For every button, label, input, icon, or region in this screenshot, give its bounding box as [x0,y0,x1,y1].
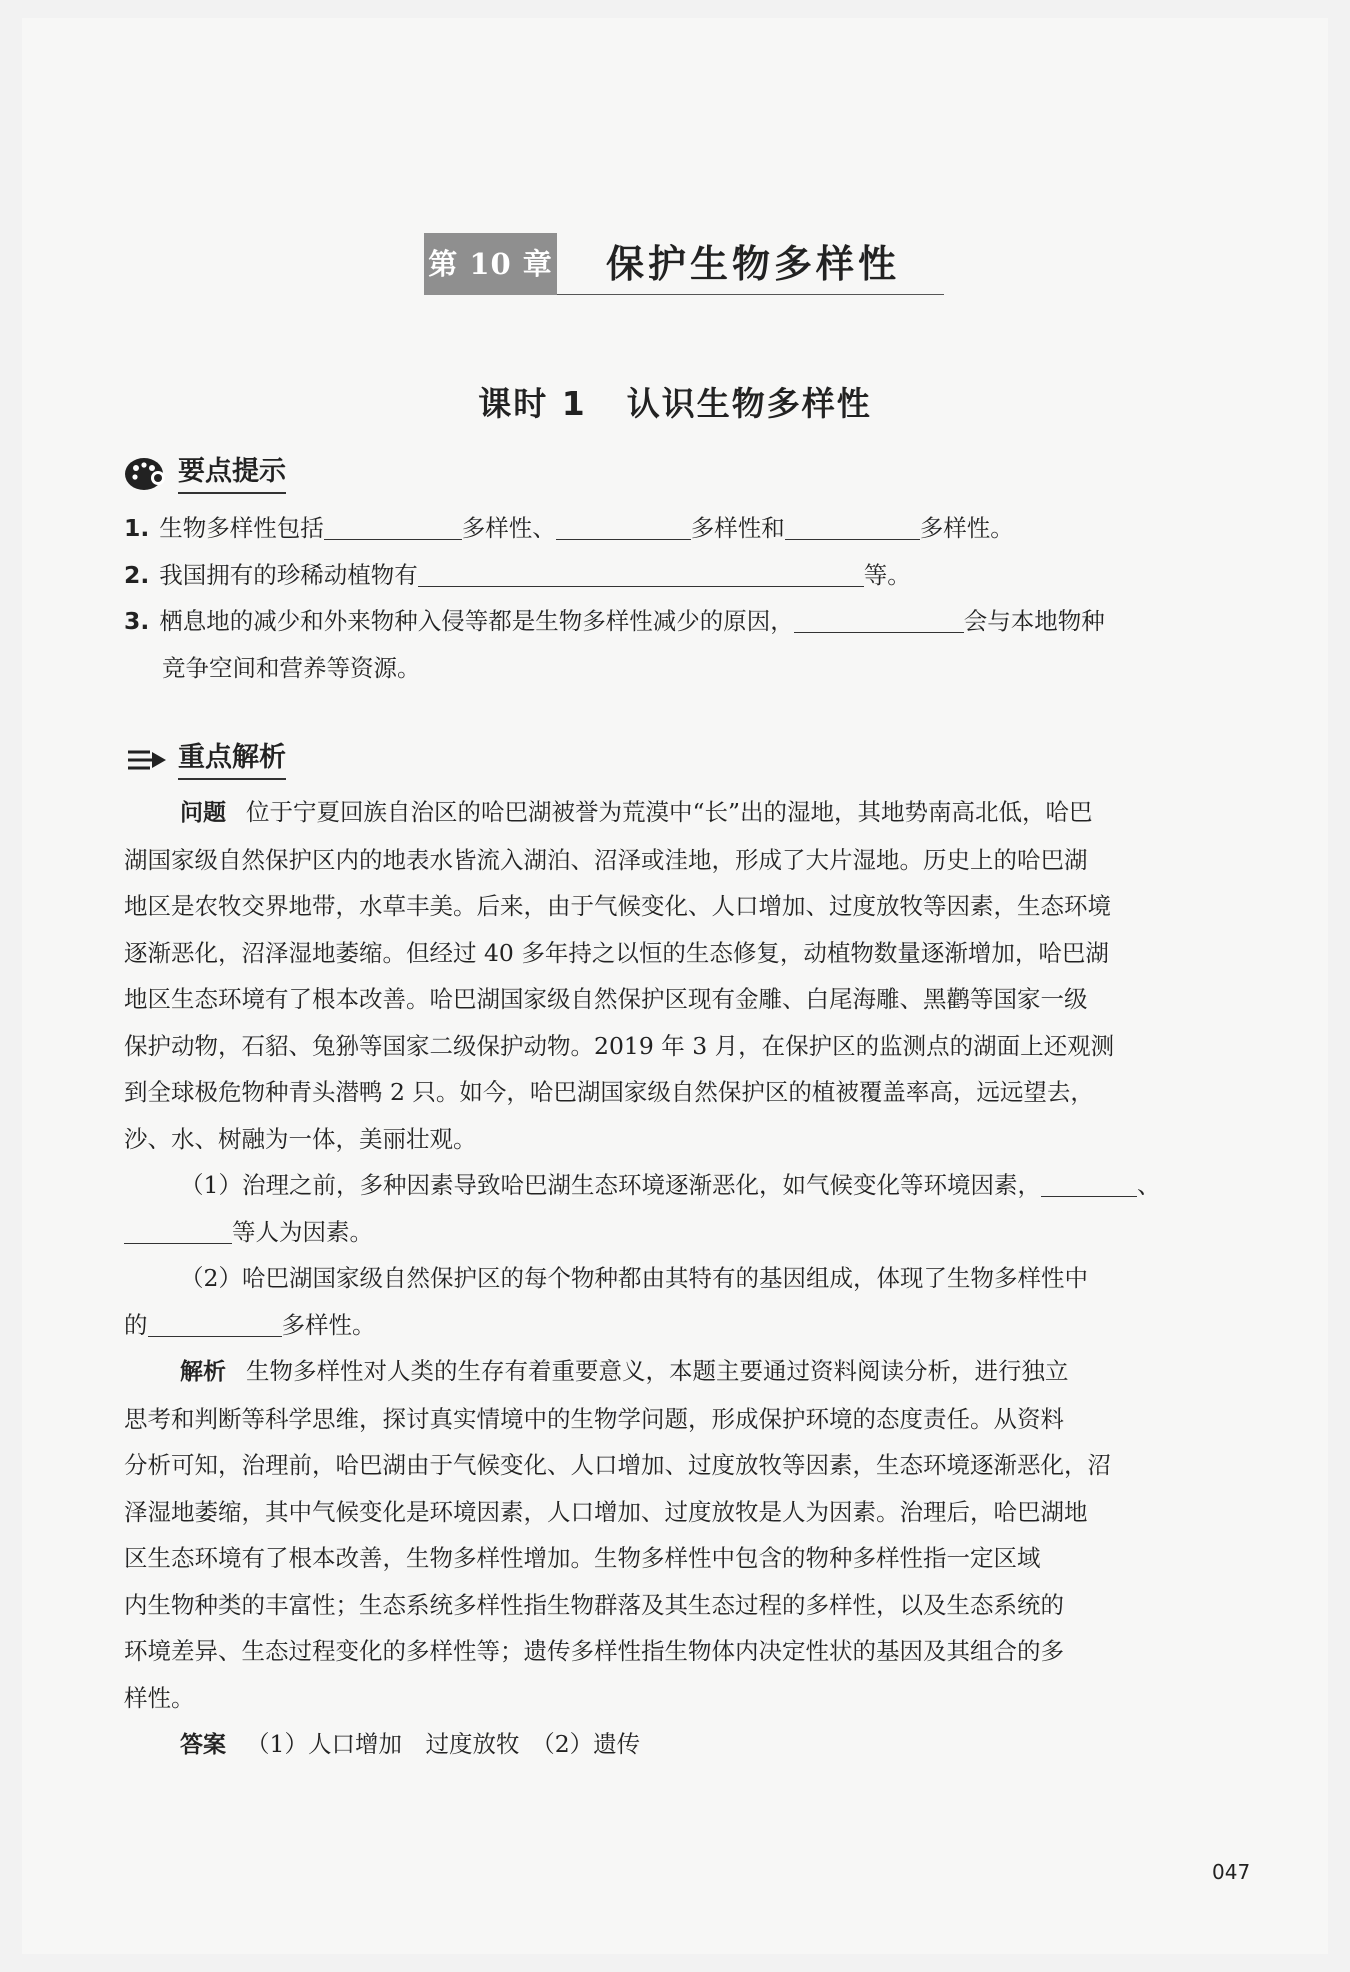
explain-text: 生物多样性对人类的生存有着重要意义，本题主要通过资料阅读分析，进行独立 [246,1357,1069,1385]
problem-line: 逐渐恶化，沼泽湿地萎缩。但经过 40 多年持之以恒的生态修复，动植物数量逐渐增加，哈巴湖 [124,938,1109,967]
analysis-body [124,789,1246,1769]
key-points-heading [124,452,384,496]
answer-label: 答案 [180,1732,226,1758]
answer-blank[interactable] [148,1312,282,1337]
item-text: 栖息地的减少和外来物种入侵等都是生物多样性减少的原因， [159,607,794,635]
answer-blank[interactable] [324,516,462,541]
key-point-item [124,598,1246,645]
item-text: 我国拥有的珍稀动植物有 [159,560,418,589]
problem-line: 沙、水、树融为一体，美丽壮观。 [124,1124,477,1153]
analysis-heading [124,738,384,782]
item-number: 3. [124,607,150,635]
explain-line: 样性。 [124,1683,195,1712]
key-point-continuation: 竞争空间和营养等资源。 [162,653,421,682]
lesson-number: 课时 1 [478,384,587,423]
palette-icon [124,456,168,492]
page-number: 047 [1212,1860,1251,1884]
pen-lines-icon [124,742,168,778]
explain-line [124,1348,1246,1396]
item-number: 2. [124,560,150,589]
lesson-name: 认识生物多样性 [626,384,872,423]
problem-line: 地区是农牧交界地带，水草丰美。后来，由于气候变化、人口增加、过度放牧等因素，生态环境 [124,892,1111,920]
answer-blank[interactable] [124,1219,232,1244]
chapter-underline [557,294,944,295]
problem-line: 湖国家级自然保护区内的地表水皆流入湖泊、沼泽或洼地，形成了大片湿地。历史上的哈巴湖 [124,845,1088,874]
problem-line [124,789,1246,837]
problem-line: 保护动物，石貂、兔狲等国家二级保护动物。2019 年 3 月，在保护区的监测点的湖面上还观测 [124,1031,1115,1060]
question-2: （2）哈巴湖国家级自然保护区的每个物种都由其特有的基因组成，体现了生物多样性中 [180,1264,1088,1292]
item-number: 1. [124,514,150,542]
answer-line [124,1721,1246,1769]
answer-blank[interactable] [1041,1173,1137,1198]
key-points-list [124,505,1246,691]
item-text: 多样性。 [919,514,1014,542]
key-points-label: 要点提示 [178,452,286,494]
item-text: 生物多样性包括 [159,514,324,542]
key-point-item [124,552,1246,599]
problem-label: 问题 [180,800,226,826]
chapter-title: 保护生物多样性 [606,241,901,286]
answer-blank[interactable] [556,516,691,541]
explain-line: 思考和判断等科学思维，探讨真实情境中的生物学问题，形成保护环境的态度责任。从资料 [124,1404,1064,1433]
explain-line: 内生物种类的丰富性；生态系统多样性指生物群落及其生态过程的多样性，以及生态系统的 [124,1590,1064,1619]
question-text: 等人为因素。 [232,1217,373,1246]
question-2-continuation [124,1302,1246,1349]
chapter-header [424,233,944,297]
question-text: 的 [124,1310,148,1339]
question-text: 、 [1136,1171,1161,1199]
problem-text: 位于宁夏回族自治区的哈巴湖被誉为荒漠中“长”出的湿地，其地势南高北低，哈巴 [246,798,1093,826]
lesson-title [0,378,1350,425]
problem-line: 地区生态环境有了根本改善。哈巴湖国家级自然保护区现有金雕、白尾海雕、黑鹳等国家一级 [124,985,1088,1013]
item-text: 会与本地物种 [963,607,1105,635]
problem-line: 到全球极危物种青头潜鸭 2 只。如今，哈巴湖国家级自然保护区的植被覆盖率高，远远望去， [124,1078,1094,1106]
question-text: 多样性。 [281,1310,376,1339]
chapter-badge: 第 10 章 [424,233,557,295]
question-1-continuation [124,1209,1246,1256]
analysis-label: 重点解析 [178,738,286,780]
explain-label: 解析 [180,1359,226,1385]
answer-blank[interactable] [794,609,964,634]
answer-blank[interactable] [418,562,864,587]
explain-line: 区生态环境有了根本改善，生物多样性增加。生物多样性中包含的物种多样性指一定区域 [124,1544,1041,1572]
question-1 [124,1162,1246,1209]
question-text: （1）治理之前，多种因素导致哈巴湖生态环境逐渐恶化，如气候变化等环境因素， [180,1171,1041,1199]
key-point-item [124,505,1246,552]
explain-line: 环境差异、生态过程变化的多样性等；遗传多样性指生物体内决定性状的基因及其组合的多 [124,1637,1064,1665]
explain-line: 分析可知，治理前，哈巴湖由于气候变化、人口增加、过度放牧等因素，生态环境逐渐恶化，沼 [124,1451,1111,1479]
item-text: 等。 [863,560,911,589]
answer-blank[interactable] [785,516,920,541]
explain-line: 泽湿地萎缩，其中气候变化是环境因素，人口增加、过度放牧是人为因素。治理后，哈巴湖地 [124,1497,1088,1526]
item-text: 多样性、 [461,514,556,542]
answer-text: （1）人口增加 过度放牧 （2）遗传 [246,1730,641,1758]
item-text: 多样性和 [690,514,785,542]
